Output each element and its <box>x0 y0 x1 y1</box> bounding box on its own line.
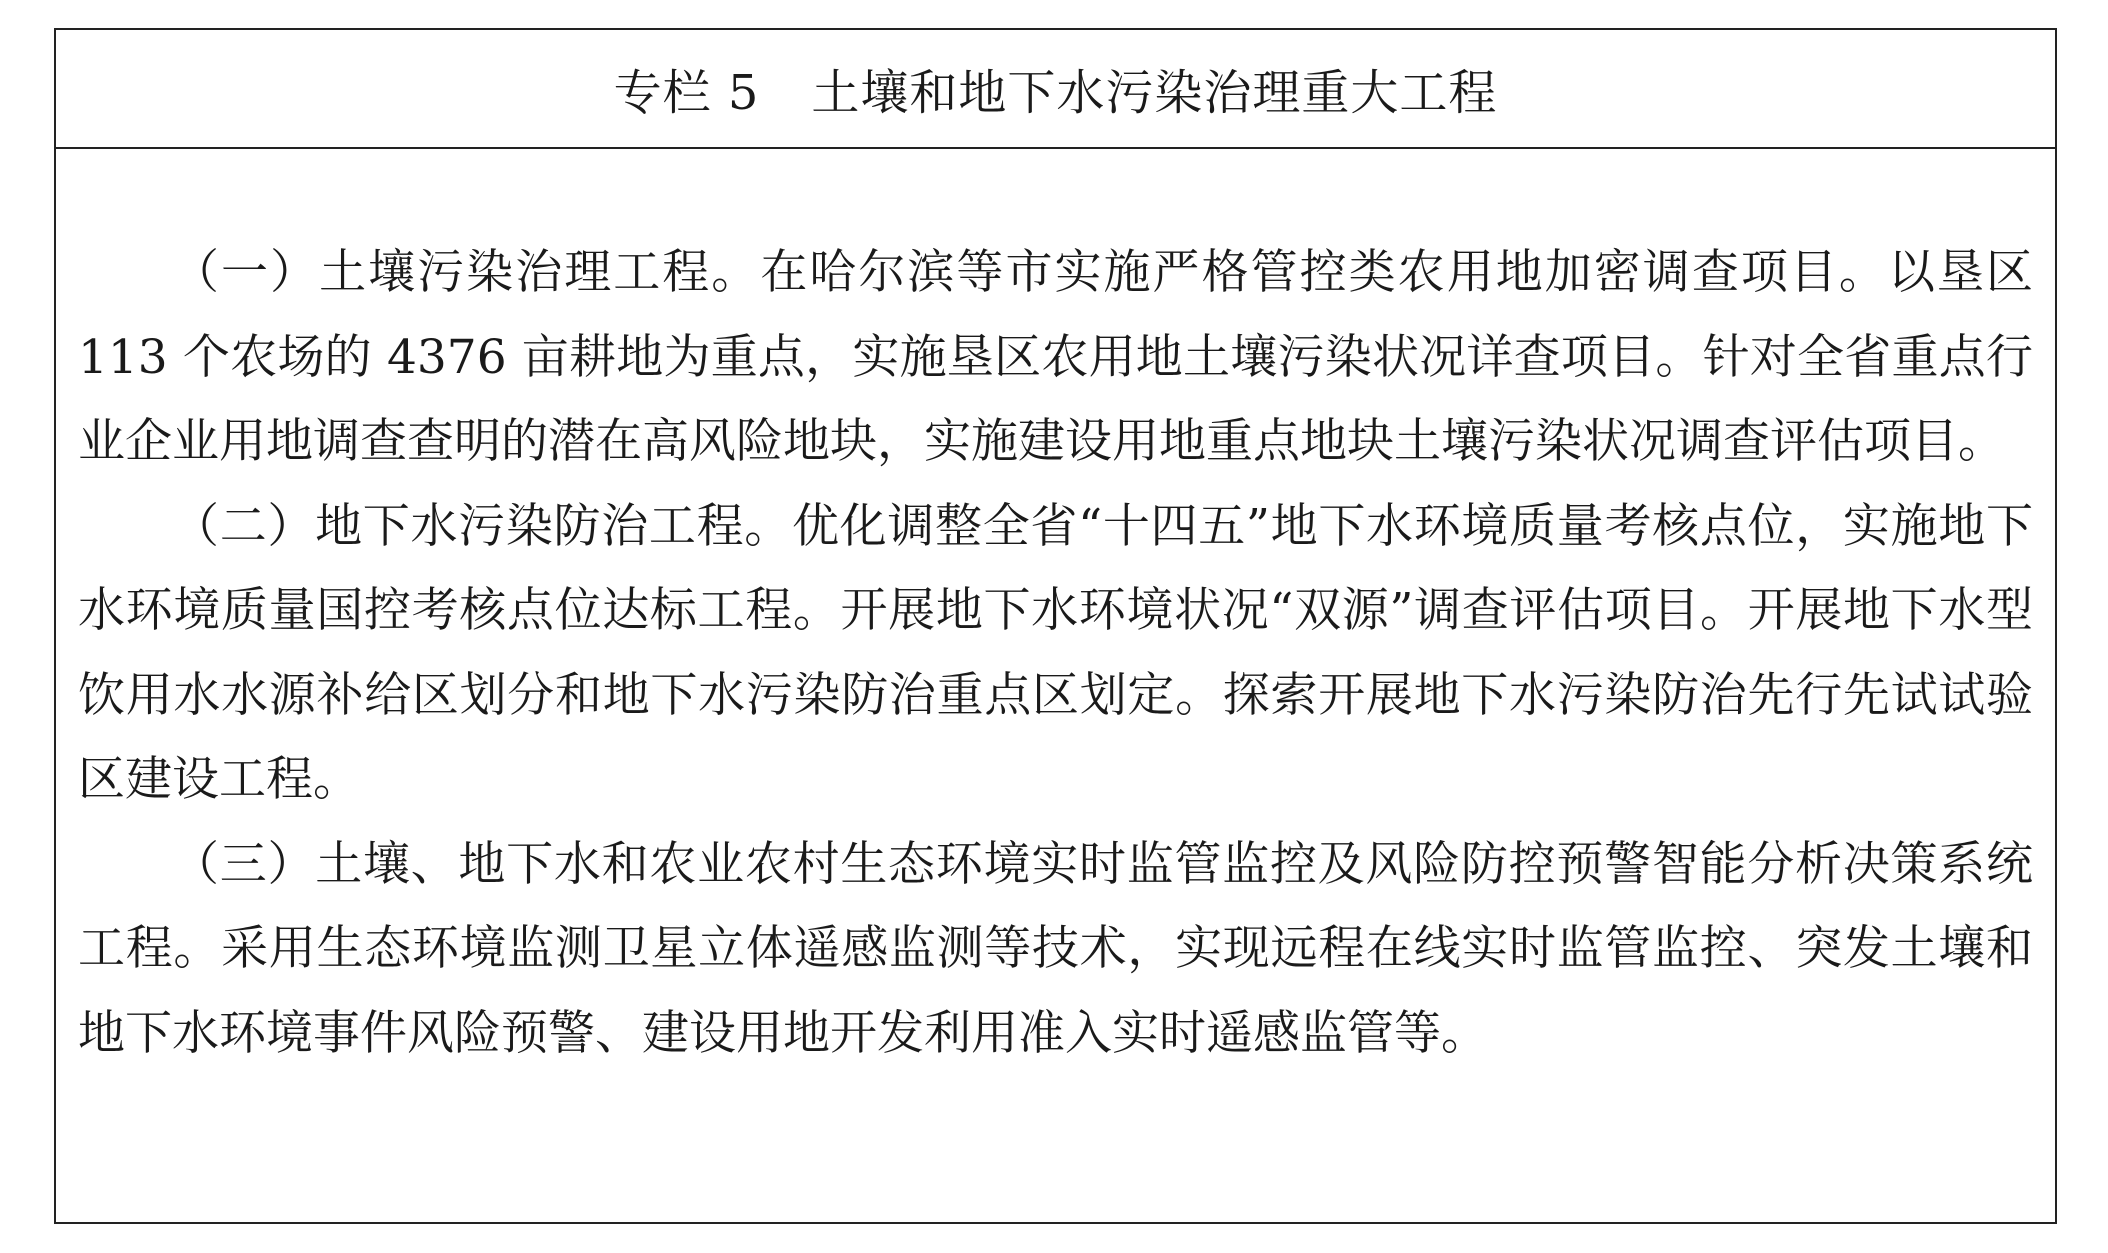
paragraph-soil: （一）土壤污染治理工程。在哈尔滨等市实施严格管控类农用地加密调查项目。以垦区 113 个农场的 4376 亩耕地为重点，实施垦区农用地土壤污染状况详查项目。针对全省重点行业企业用地调查查明的潜在高风险地块，实施建设用地重点地块土壤污染状况调查评估项目。 <box>78 245 2033 469</box>
feature-box <box>54 28 2057 1224</box>
box-header <box>56 30 2055 149</box>
box-content <box>78 231 2033 1076</box>
paragraph-groundwater: （二）地下水污染防治工程。优化调整全省“十四五”地下水环境质量考核点位，实施地下水环境质量国控考核点位达标工程。开展地下水环境状况“双源”调查评估项目。开展地下水型饮用水水源补给区划分和地下水污染防治重点区划定。探索开展地下水污染防治先行先试试验区建设工程。 <box>78 498 2033 807</box>
column-label: 专栏 5 <box>613 65 760 121</box>
paragraph-monitoring-system: （三）土壤、地下水和农业农村生态环境实时监管监控及风险防控预警智能分析决策系统工程。采用生态环境监测卫星立体遥感监测等技术，实现远程在线实时监管监控、突发土壤和地下水环境事件风险预警、建设用地开发利用准入实时遥感监管等。 <box>78 836 2033 1061</box>
box-title: 土壤和地下水污染治理重大工程 <box>811 65 1498 121</box>
